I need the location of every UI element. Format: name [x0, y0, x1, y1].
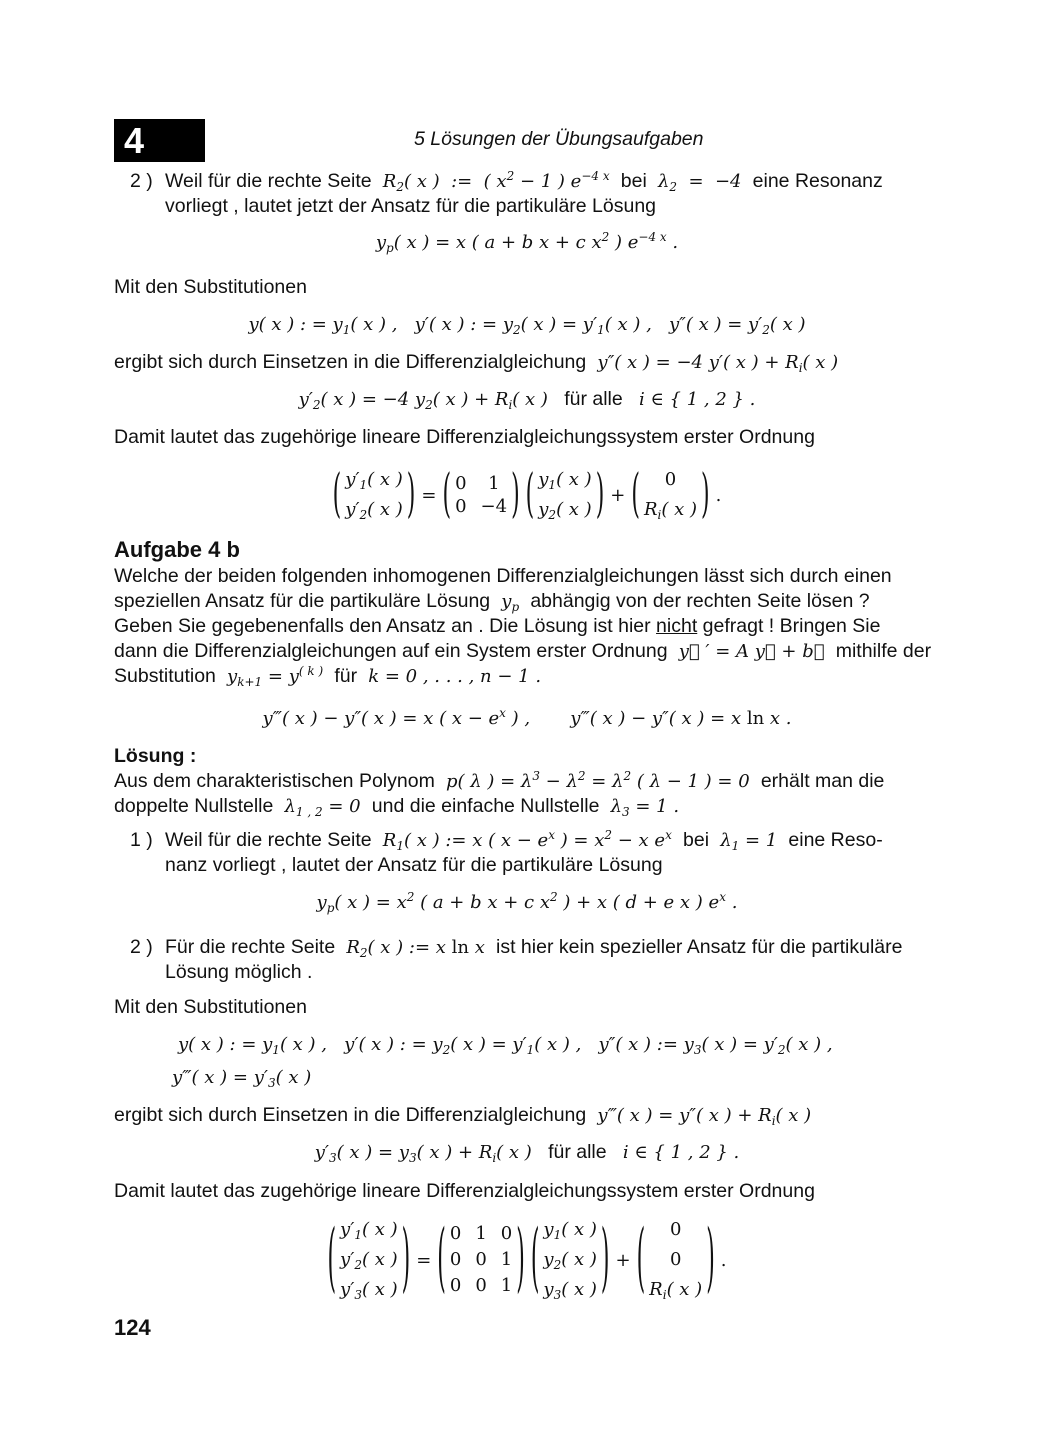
formula: i ∈ { 1 , 2 } .: [639, 389, 756, 410]
loesung-heading: Lösung :: [114, 745, 197, 767]
item-text: bei: [683, 829, 710, 851]
item-text: Weil für die rechte Seite: [165, 829, 372, 851]
equation-y3-b: [114, 1141, 940, 1164]
item-text: eine Reso-: [788, 829, 883, 851]
equation-substitution-b-2: y‴( x ) = $y'_3$( x ): [172, 1067, 312, 1090]
paragraph-text: und die einfache Nullstelle: [371, 795, 600, 817]
matrix-system-a: ( $y'_1$( x ) $y'_2$( x ) ) = ( 0 1 0 −4 ) ( $y_1$( x ) $y_2$( x ) ) + ( 0 $R_i$( x ) ) .: [332, 465, 722, 525]
system-intro-b: Damit lautet das zugehörige lineare Differenzialgleichungssystem erster Ordnung: [114, 1180, 815, 1202]
formula: p( λ ) = $\lambda^3 - \lambda^2 = \lambda^2$ ( λ − 1 ) = 0: [440, 769, 756, 792]
subst-intro-b: Mit den Substitutionen: [114, 996, 307, 1018]
system-intro-a: Damit lautet das zugehörige lineare Differenzialgleichungssystem erster Ordnung: [114, 426, 815, 448]
loesung-item-2: [130, 935, 940, 985]
paragraph-text: dann die Differenzialgleichungen auf ein System erster Ordnung: [114, 640, 668, 662]
running-title: 5 Lösungen der Übungsaufgaben: [414, 128, 704, 150]
paragraph-text: Welche der beiden folgenden inhomogenen Differenzialgleichungen lässt sich durch einen: [114, 565, 892, 587]
chapter-number: 4: [124, 120, 145, 161]
paragraph-text: für: [334, 665, 358, 687]
formula: y″( x ) = −4 y′( x ) + $R_i$( x ): [591, 352, 839, 375]
formula: k = 0 , . . . , n − 1 .: [362, 666, 542, 687]
loesung-item-1: [130, 828, 940, 878]
paragraph-text: abhängig von der rechten Seite lösen ?: [530, 590, 870, 612]
item-text: eine Resonanz: [752, 170, 883, 192]
text: für alle: [548, 1141, 607, 1163]
paragraph-text: mithilfe der: [835, 640, 932, 662]
equation-odes: y‴( x ) − y″( x ) = x ( $x - e^x$ ) , y‴( x ) − y″( x ) = x ln x .: [262, 706, 792, 729]
item-text: Lösung möglich .: [165, 961, 313, 983]
item-text: Für die rechte Seite: [165, 936, 336, 958]
equation-substitution-b: y( x ) : = $y_1$( x ) , y′( x ) : = $y_2$( x ) = $y'_1$( x ) , y″( x ) := $y_3$( x ) = $y'_2$( x ) ,: [178, 1034, 833, 1057]
formula: $R_2$( x ) := ( $x^2 - 1$ ) $e^{-4 x}$: [377, 169, 610, 194]
formula: $R_1$( x ) := x ( $x - e^x$ ) = $x^2 - x$ $e^x$: [377, 828, 672, 853]
formula: $y'_3$( x ) = $y_3$( x ) + $R_i$( x ): [314, 1142, 532, 1165]
text: für alle: [564, 388, 623, 410]
formula: $y'_2$( x ) = −4 $y_2$( x ) + $R_i$( x ): [298, 389, 548, 412]
aufgabe-text: [114, 564, 940, 689]
item-text: vorliegt , lautet jetzt der Ansatz für die partikuläre Lösung: [165, 195, 657, 217]
paragraph-text: erhält man die: [760, 770, 885, 792]
paragraph-text: speziellen Ansatz für die partikuläre Lösung: [114, 590, 491, 612]
formula: $\lambda_{1 , 2} = 0$: [278, 796, 367, 819]
equation-substitution-a: y( x ) : = $y_1$( x ) , y′( x ) : = $y_2$( x ) = $y'_1$( x ) , y″( x ) = $y'_2$( x ): [248, 314, 806, 337]
part-a-item-2: [130, 169, 940, 219]
matrix-system-b: ( $y'_1$( x ) $y'_2$( x ) $y'_3$( x ) ) = ( 0 1 0 0 0 1 0 0 1 ) ( $y_1$( x ) $y_2$( x ) $y_3$( x ) ) + ( 0 0 $R_i$( x ) ) .: [327, 1217, 727, 1303]
formula: y⃗ ′ = A y⃗ + b⃗: [672, 641, 831, 662]
chapter-tab: [114, 119, 205, 162]
formula: i ∈ { 1 , 2 } .: [622, 1142, 740, 1163]
page-number: 124: [114, 1315, 151, 1340]
equation-yp-a: $y_p$( x ) = x ( a + b x + c $x^2$ ) $e^{-4 x}$ .: [375, 230, 679, 255]
paragraph-text: Aus dem charakteristischen Polynom: [114, 770, 435, 792]
paragraph-text: Geben Sie gegebenenfalls den Ansatz an . Die Lösung ist hier: [114, 615, 651, 637]
formula: $y_{k+1} = y^{( k )}$: [221, 664, 324, 689]
einsetzen-a: [114, 350, 940, 375]
einsetzen-b: [114, 1103, 940, 1128]
equation-y2-a: [114, 388, 940, 411]
formula: $\lambda_1 = 1$: [714, 830, 783, 853]
formula: $R_2$( x ) := x ln x: [340, 937, 491, 960]
formula: y‴( x ) = y″( x ) + $R_i$( x ): [591, 1105, 812, 1128]
section-heading: Aufgabe 4 b: [114, 537, 240, 562]
formula: $\lambda_3 = 1$ .: [604, 796, 680, 819]
item-text: nanz vorliegt , lautet der Ansatz für die partikuläre Lösung: [165, 854, 663, 876]
item-number: 2 ): [130, 936, 153, 958]
loesung-intro: [114, 769, 940, 819]
subst-intro-a: Mit den Substitutionen: [114, 276, 307, 298]
paragraph-text: ergibt sich durch Einsetzen in die Differenzialgleichung: [114, 351, 587, 373]
paragraph-text: doppelte Nullstelle: [114, 795, 274, 817]
item-text: Weil für die rechte Seite: [165, 170, 372, 192]
equation-yp-b: $y_p$( x ) = $x^2$ ( a + b x + c $x^2$ ) + x ( d + e x ) $e^x$ .: [316, 890, 738, 915]
item-text: bei: [620, 170, 647, 192]
paragraph-text: ergibt sich durch Einsetzen in die Differenzialgleichung: [114, 1104, 587, 1126]
item-text: ist hier kein spezieller Ansatz für die partikuläre: [496, 936, 903, 958]
formula: $\lambda_2 = -4$: [652, 171, 748, 194]
formula: $y_p$: [495, 591, 520, 614]
underlined-word: nicht: [656, 615, 698, 637]
item-number: 2 ): [130, 170, 153, 192]
paragraph-text: gefragt ! Bringen Sie: [702, 615, 881, 637]
item-number: 1 ): [130, 829, 153, 851]
paragraph-text: Substitution: [114, 665, 216, 687]
